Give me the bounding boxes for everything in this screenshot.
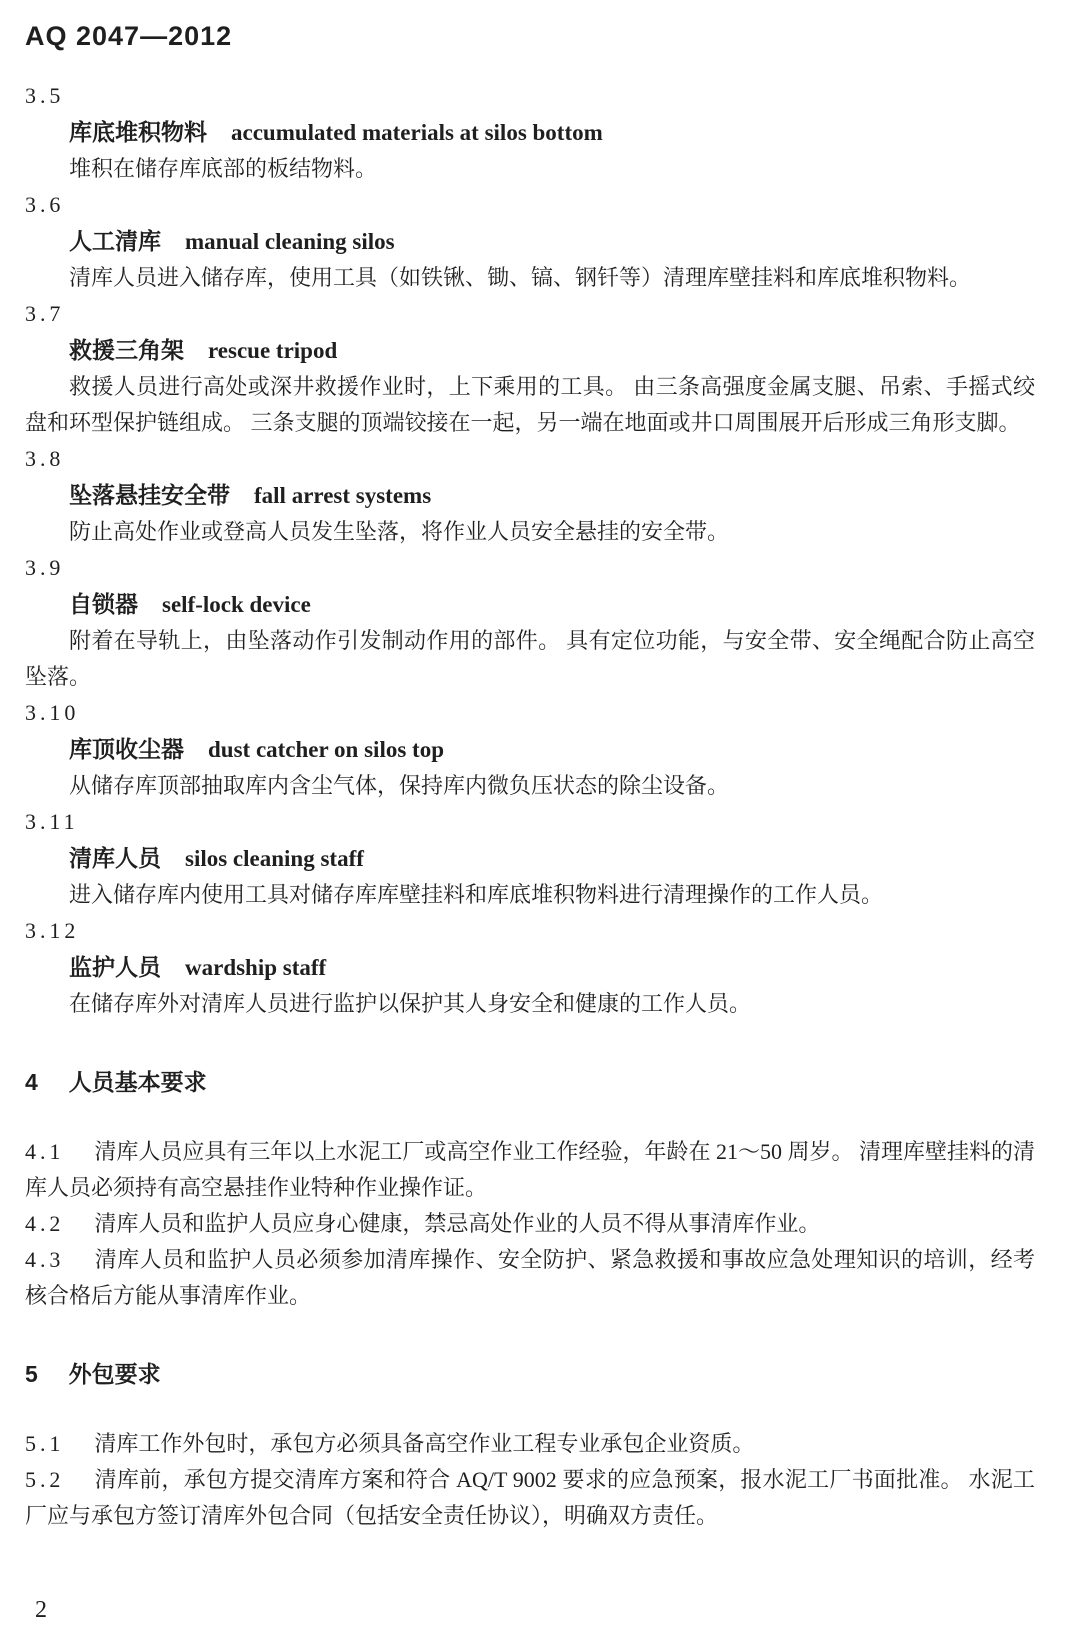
clause-5-2 [25,1462,1035,1534]
term-zh: 监护人员 [69,954,161,980]
clause-text: 清库工作外包时，承包方必须具备高空作业工程专业承包企业资质。 [94,1431,755,1456]
clause-text: 清库人员应具有三年以上水泥工厂或高空作业工作经验，年龄在 21～50 周岁。 清理库壁挂料的清库人员必须持有高空悬挂作业特种作业操作证。 [25,1139,1035,1200]
section-title: 人员基本要求 [68,1069,207,1095]
term-definition: 在储存库外对清库人员进行监护以保护其人身安全和健康的工作人员。 [69,991,752,1016]
term-zh: 坠落悬挂安全带 [69,482,230,508]
term-zh: 库底堆积物料 [69,119,207,145]
term-en: accumulated materials at silos bottom [231,120,603,145]
term-heading [25,477,1035,514]
term-entry-3-10 [25,695,1035,804]
term-heading [25,949,1035,986]
clause-text: 清库人员和监护人员应身心健康，禁忌高处作业的人员不得从事清库作业。 [94,1211,821,1236]
term-zh: 库顶收尘器 [69,736,184,762]
section-title: 外包要求 [68,1361,161,1387]
term-heading [25,586,1035,623]
section-4 [25,1064,1035,1314]
term-definition: 救援人员进行高处或深井救援作业时，上下乘用的工具。 由三条高强度金属支腿、吊索、手摇式绞盘和环型保护链组成。 三条支腿的顶端铰接在一起，另一端在地面或井口周围展开后形成三角形支脚。 [25,374,1035,435]
term-definition: 清库人员进入储存库，使用工具（如铁锹、锄、镐、钢钎等）清理库壁挂料和库底堆积物料。 [69,265,972,290]
term-number: 3.5 [25,83,65,108]
clause-text: 清库人员和监护人员必须参加清库操作、安全防护、紧急救援和事故应急处理知识的培训，经考核合格后方能从事清库作业。 [25,1247,1035,1308]
clause-number: 4.1 [25,1139,65,1164]
clause-number: 5.1 [25,1431,65,1456]
term-entry-3-8 [25,441,1035,550]
term-definition: 从储存库顶部抽取库内含尘气体，保持库内微负压状态的除尘设备。 [69,773,730,798]
term-definition: 防止高处作业或登高人员发生坠落，将作业人员安全悬挂的安全带。 [69,519,730,544]
section-heading [25,1356,1035,1392]
term-heading [25,223,1035,260]
clause-4-3 [25,1242,1035,1314]
term-entry-3-12 [25,913,1035,1022]
term-entry-3-7 [25,296,1035,441]
term-number: 3.9 [25,555,65,580]
term-number: 3.8 [25,446,65,471]
section-heading [25,1064,1035,1100]
standard-code: AQ 2047—2012 [25,21,233,51]
term-number: 3.12 [25,918,80,943]
term-en: rescue tripod [208,338,338,363]
term-zh: 自锁器 [69,591,138,617]
clause-number: 4.2 [25,1211,65,1236]
term-en: self-lock device [162,592,311,617]
term-entry-3-5 [25,78,1035,187]
term-entry-3-6 [25,187,1035,296]
term-heading [25,332,1035,369]
term-definition: 进入储存库内使用工具对储存库库壁挂料和库底堆积物料进行清理操作的工作人员。 [69,882,884,907]
page-number: 2 [35,1597,47,1623]
clause-text: 清库前，承包方提交清库方案和符合 AQ/T 9002 要求的应急预案，报水泥工厂书面批准。 水泥工厂应与承包方签订清库外包合同（包括安全责任协议），明确双方责任。 [25,1467,1035,1528]
clause-5-1 [25,1426,1035,1462]
term-zh: 清库人员 [69,845,161,871]
term-number: 3.11 [25,809,79,834]
term-en: dust catcher on silos top [208,737,444,762]
clause-4-2 [25,1206,1035,1242]
section-5 [25,1356,1035,1534]
section-number: 5 [25,1361,41,1387]
term-en: manual cleaning silos [185,229,395,254]
section-number: 4 [25,1069,41,1095]
term-number: 3.10 [25,700,80,725]
term-en: fall arrest systems [254,483,432,508]
clause-4-1 [25,1134,1035,1206]
terms-and-definitions [25,78,1035,1022]
term-entry-3-9 [25,550,1035,695]
term-definition: 附着在导轨上，由坠落动作引发制动作用的部件。 具有定位功能，与安全带、安全绳配合防止高空坠落。 [25,628,1035,689]
term-zh: 救援三角架 [69,337,184,363]
term-number: 3.6 [25,192,65,217]
term-en: silos cleaning staff [185,846,364,871]
term-number: 3.7 [25,301,65,326]
term-heading [25,731,1035,768]
term-heading [25,114,1035,151]
term-heading [25,840,1035,877]
clause-number: 5.2 [25,1467,65,1492]
term-zh: 人工清库 [69,228,161,254]
term-definition: 堆积在储存库底部的板结物料。 [69,156,378,181]
clause-number: 4.3 [25,1247,65,1272]
term-en: wardship staff [185,955,327,980]
term-entry-3-11 [25,804,1035,913]
